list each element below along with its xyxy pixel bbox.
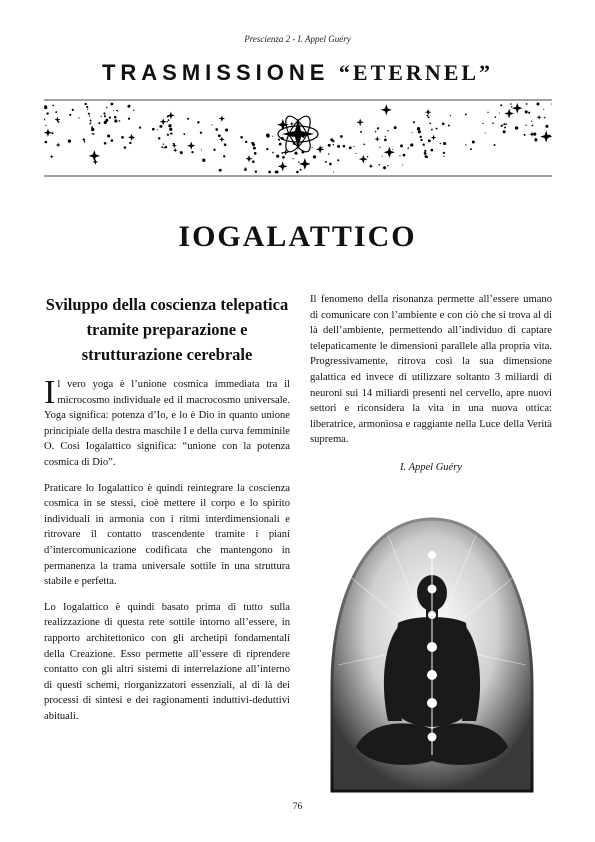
article-title: IOGALATTICO bbox=[178, 220, 417, 253]
paragraph-1 bbox=[44, 374, 290, 471]
running-head: Prescienza 2 - I. Appel Guéry bbox=[244, 34, 351, 44]
drop-cap: I bbox=[44, 374, 56, 411]
compass-star-icon bbox=[278, 113, 318, 156]
starfield-banner bbox=[44, 98, 552, 178]
article-subtitle: Sviluppo della coscienza telepatica tramite preparazione e strutturazione cerebrale bbox=[45, 295, 289, 364]
masthead-word-2: “ETERNEL” bbox=[338, 60, 494, 85]
right-column bbox=[310, 292, 552, 473]
paragraph-2: Praticare lo Iogalattico è quindi reintegrare la coscienza cosmica in se stessi, cioè mettere il corpo e lo spirito individuali in armonia con i ritmi interdimensionali e ritrovare il contatto trascendente tramite i piani d’intercomunicazione codificata che mantengono in permanenza la trama universale sottile in una struttura stabile e perfetta. bbox=[44, 482, 290, 588]
masthead-word-1: TRASMISSIONE bbox=[101, 60, 330, 85]
left-column bbox=[44, 292, 290, 734]
paragraph-1-text: l vero yoga è l’unione cosmica immediata tra il microcosmo individuale ed il macrocosmo universale. Yoga significa: potenza d’Io, e lo è Dio in quanto unione principiale della destra maschile I e della curva femminile O. Così Iogalattico significa: “unione con la potenza cosmica di Dio”. bbox=[44, 379, 290, 468]
author-signature: I. Appel Guéry bbox=[400, 461, 462, 473]
starfield-illustration bbox=[44, 98, 552, 178]
meditation-figure-illustration bbox=[328, 515, 536, 795]
page-number: 76 bbox=[292, 802, 303, 812]
paragraph-3: Lo Iogalattico è quindi basato prima di tutto sulla realizzazione di questa rete sottile intorno all’essere, in rapporto architettonico con gli archetipi fondamentali della Creazione. Esso permette all’essere di riprendere contatto con gli altri sistemi di interrelazione all’interno di questi schemi, riorganizzatori essenziali, al di là dei processi di sintesi e dei ragionamenti induttivi-deduttivi abituali. bbox=[44, 601, 290, 722]
masthead-title bbox=[0, 60, 595, 86]
paragraph-4: Il fenomeno della risonanza permette all’essere umano di comunicare con l’ambiente e con ciò che si trova al di là dell’ambiente, permettendo all’individuo di captare telepaticamente le dimensioni parallele alla propria vita. Progressivamente, ritrova così la sua dimensione galattica ed invece di utilizzare soltanto 3 miliardi di neuroni sui 14 miliardi presenti nel cervello, apre nuovi settori e riconsidera la vita in una nuova ottica: liberatrice, armoniosa e raggiante nella Luce della Verità suprema. bbox=[310, 294, 552, 446]
